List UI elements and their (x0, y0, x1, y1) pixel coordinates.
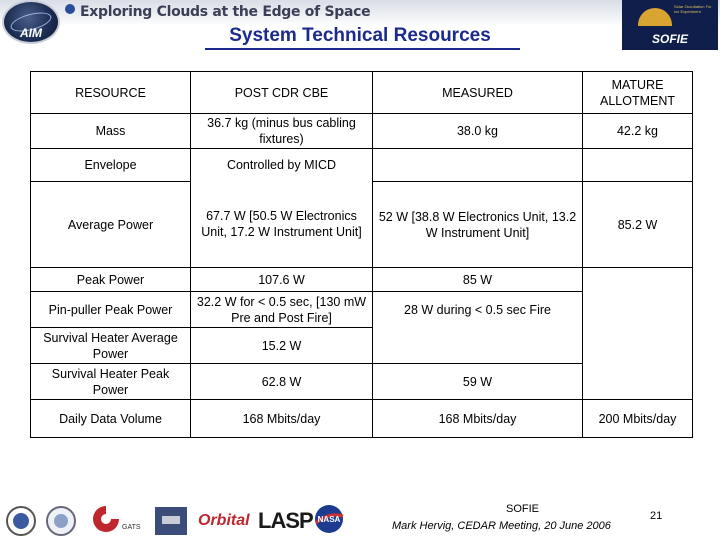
resource-cell: Survival Heater Average Power (31, 328, 191, 364)
header-cell: MEASURED (373, 72, 583, 114)
header-cell: RESOURCE (31, 72, 191, 114)
header-tagline: Exploring Clouds at the Edge of Space (80, 4, 371, 20)
resource-cell: Daily Data Volume (31, 400, 191, 438)
aim-logo-text: AIM (20, 26, 42, 40)
footer-instrument: SOFIE (506, 503, 540, 515)
orbital-logo: Orbital (198, 512, 250, 529)
resource-cell: Pin-puller Peak Power (31, 292, 191, 328)
measured-cell (373, 328, 583, 364)
sofie-logo-small-text: Solar Occultation For Ice Experiment (674, 4, 712, 14)
measured-cell: 59 W (373, 364, 583, 400)
resource-cell: Envelope (31, 149, 191, 182)
cbe-cell: 32.2 W for < 0.5 sec, [130 mW Pre and Post Fire] (191, 292, 373, 328)
sofie-dome-icon (638, 8, 672, 26)
allotment-cell: 200 Mbits/day (583, 400, 693, 438)
table-row (31, 149, 693, 182)
allotment-cell (583, 149, 693, 182)
measured-cell: 85 W (373, 268, 583, 292)
table-row (31, 400, 693, 438)
sofie-logo (622, 0, 718, 50)
gats-swirl-icon (88, 502, 124, 536)
gats-logo-text: GATS (122, 524, 141, 531)
spacecraft-photo-icon (154, 506, 188, 536)
cbe-cell: 62.8 W (191, 364, 373, 400)
lasp-logo: LASP (258, 508, 313, 533)
table-row (31, 268, 693, 292)
nasa-meatball-icon (312, 504, 346, 534)
footer-meeting: Mark Hervig, CEDAR Meeting, 20 June 2006 (392, 520, 611, 532)
cbe-cell: 36.7 kg (minus bus cabling fixtures) (191, 114, 373, 149)
measured-cell: 28 W during < 0.5 sec Fire (373, 292, 583, 328)
nasa-mini-icon (65, 4, 75, 14)
resources-table (30, 71, 693, 438)
cbe-cell: 15.2 W (191, 328, 373, 364)
title-underline (205, 48, 520, 50)
page-number: 21 (650, 510, 663, 522)
cbe-cell: 67.7 W [50.5 W Electronics Unit, 17.2 W Instrument Unit] (191, 182, 373, 268)
allotment-cell (583, 268, 693, 400)
mission-patch-icon (6, 506, 36, 536)
resource-cell: Peak Power (31, 268, 191, 292)
resource-cell: Average Power (31, 182, 191, 268)
allotment-cell: 85.2 W (583, 182, 693, 268)
measured-cell (373, 149, 583, 182)
sofie-logo-text: SOFIE (651, 32, 688, 46)
slide-title: System Technical Resources (229, 25, 491, 46)
allotment-cell: 42.2 kg (583, 114, 693, 149)
resource-cell: Mass (31, 114, 191, 149)
cbe-cell: 107.6 W (191, 268, 373, 292)
measured-cell: 52 W [38.8 W Electronics Unit, 13.2 W Instrument Unit] (373, 182, 583, 268)
footer-logo-strip (6, 500, 366, 538)
table-header-row (31, 72, 693, 114)
cbe-cell: 168 Mbits/day (191, 400, 373, 438)
measured-cell: 38.0 kg (373, 114, 583, 149)
university-seal-icon (46, 506, 76, 536)
cbe-cell: Controlled by MICD (191, 149, 373, 182)
header-cell: MATURE ALLOTMENT (583, 72, 693, 114)
nasa-logo-text: NASA (317, 515, 341, 524)
header-cell: POST CDR CBE (191, 72, 373, 114)
measured-cell: 168 Mbits/day (373, 400, 583, 438)
resource-cell: Survival Heater Peak Power (31, 364, 191, 400)
table-row (31, 182, 693, 268)
table-row (31, 114, 693, 149)
